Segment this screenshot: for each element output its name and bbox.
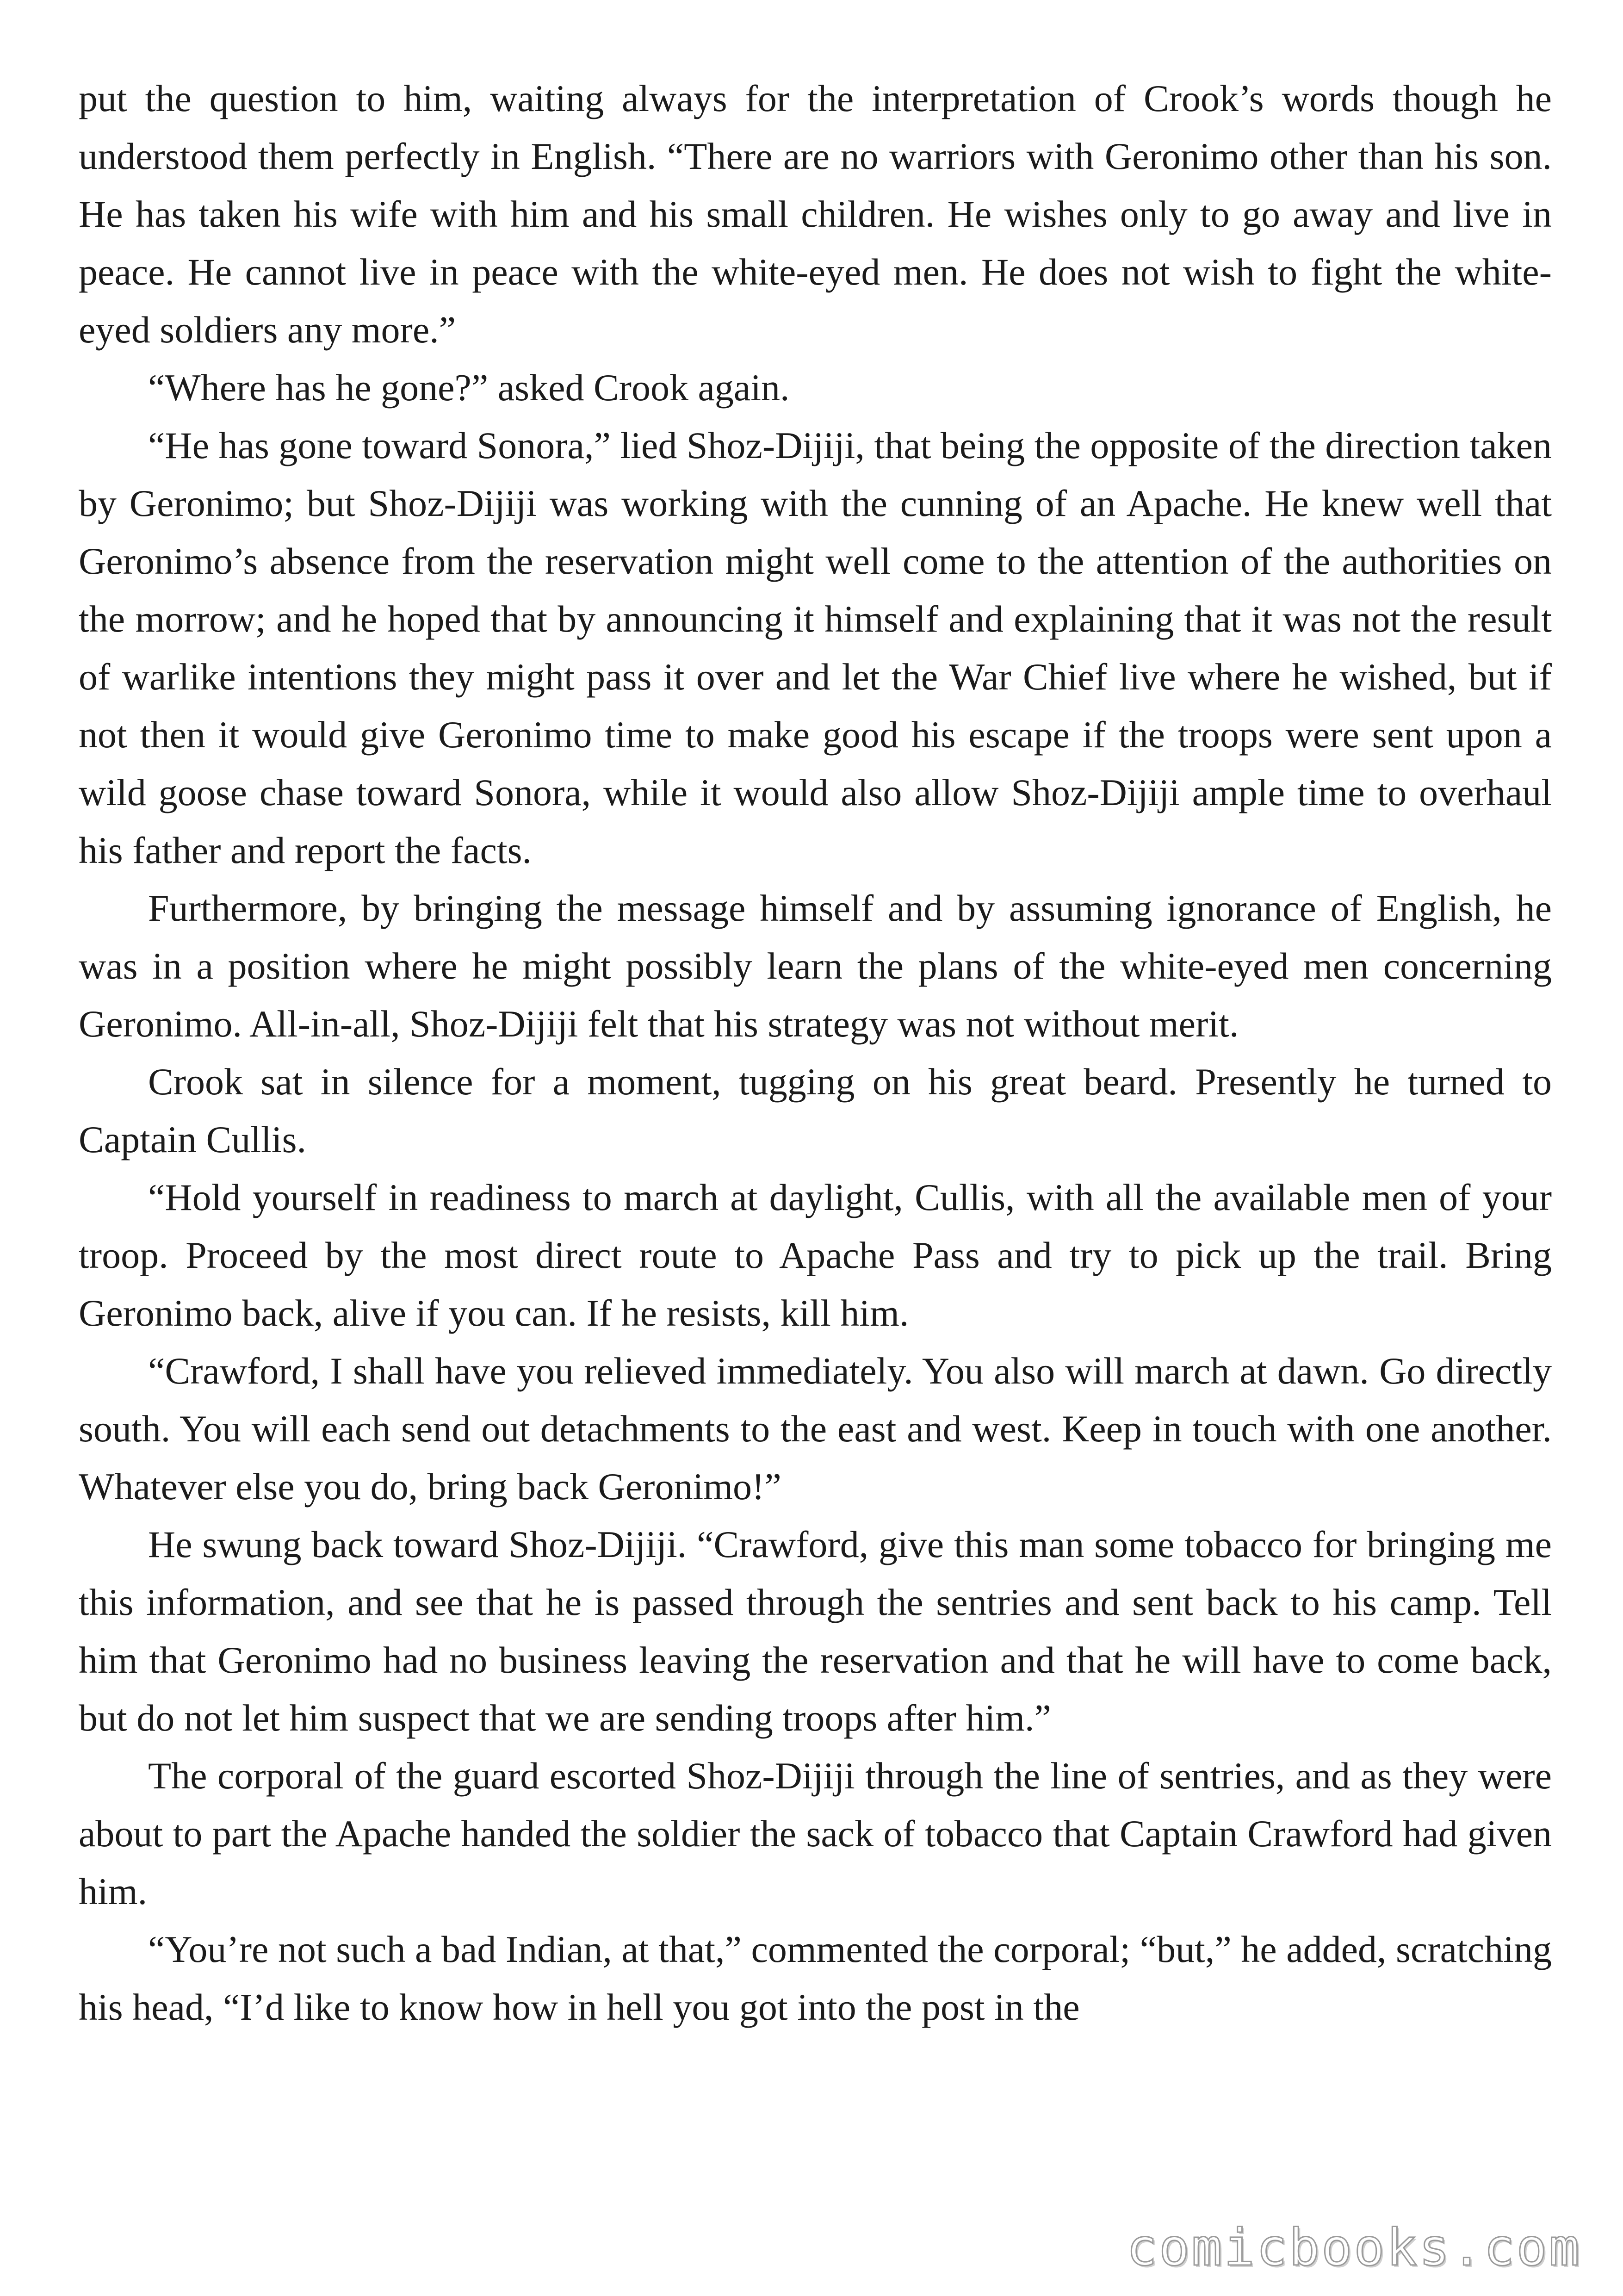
paragraph-8: He swung back toward Shoz-Dijiji. “Crawford, give this man some tobacco for bringing me this information, and see that he is passed through the sentries and sent back to his camp. Tell him that Geronimo had no business leaving the reservation and that he will have to come back, but do not let him suspect that we are sending troops after him.”	[79, 1523, 1552, 1739]
paragraph-3: “He has gone toward Sonora,” lied Shoz-Dijiji, that being the opposite of the direction taken by Geronimo; but Shoz-Dijiji was working with the cunning of an Apache. He knew well that Geronimo’s absence from the reservation might well come to the attention of the authorities on the morrow; and he hoped that by announcing it himself and explaining that it was not the result of warlike intentions they might pass it over and let the War Chief live where he wished, but if not then it would give Geronimo time to make good his escape if the troops were sent upon a wild goose chase toward Sonora, while it would also allow Shoz-Dijiji ample time to overhaul his father and report the facts.	[79, 424, 1552, 871]
paragraph-4: Furthermore, by bringing the message himself and by assuming ignorance of English, he was in a position where he might possibly learn the plans of the white-eyed men concerning Geronimo. All-in-all, Shoz-Dijiji felt that his strategy was not without merit.	[79, 887, 1552, 1045]
paragraph-9: The corporal of the guard escorted Shoz-Dijiji through the line of sentries, and as they were about to part the Apache handed the soldier the sack of tobacco that Captain Crawford had given him.	[79, 1755, 1552, 1912]
paragraph-6: “Hold yourself in readiness to march at daylight, Cullis, with all the available men of your troop. Proceed by the most direct route to Apache Pass and try to pick up the trail. Bring Geronimo back, alive if you can. If he resists, kill him.	[79, 1176, 1552, 1334]
paragraph-10: “You’re not such a bad Indian, at that,” commented the corporal; “but,” he added, scratching his head, “I’d like to know how in hell you got into the post in the	[79, 1928, 1552, 2028]
paragraph-2: “Where has he gone?” asked Crook again.	[148, 366, 790, 409]
watermark: comicbooks.com	[1126, 2218, 1581, 2277]
book-page-text	[79, 69, 1552, 2036]
paragraph-7: “Crawford, I shall have you relieved immediately. You also will march at dawn. Go directly south. You will each send out detachments to the east and west. Keep in touch with one another. Whatever else you do, bring back Geronimo!”	[79, 1350, 1552, 1508]
paragraph-1: put the question to him, waiting always for the interpretation of Crook’s words though he understood them perfectly in English. “There are no warriors with Geronimo other than his son. He has taken his wife with him and his small children. He wishes only to go away and live in peace. He cannot live in peace with the white-eyed men. He does not wish to fight the white-eyed soldiers any more.”	[79, 77, 1552, 351]
paragraph-5: Crook sat in silence for a moment, tugging on his great beard. Presently he turned to Captain Cullis.	[79, 1061, 1552, 1160]
